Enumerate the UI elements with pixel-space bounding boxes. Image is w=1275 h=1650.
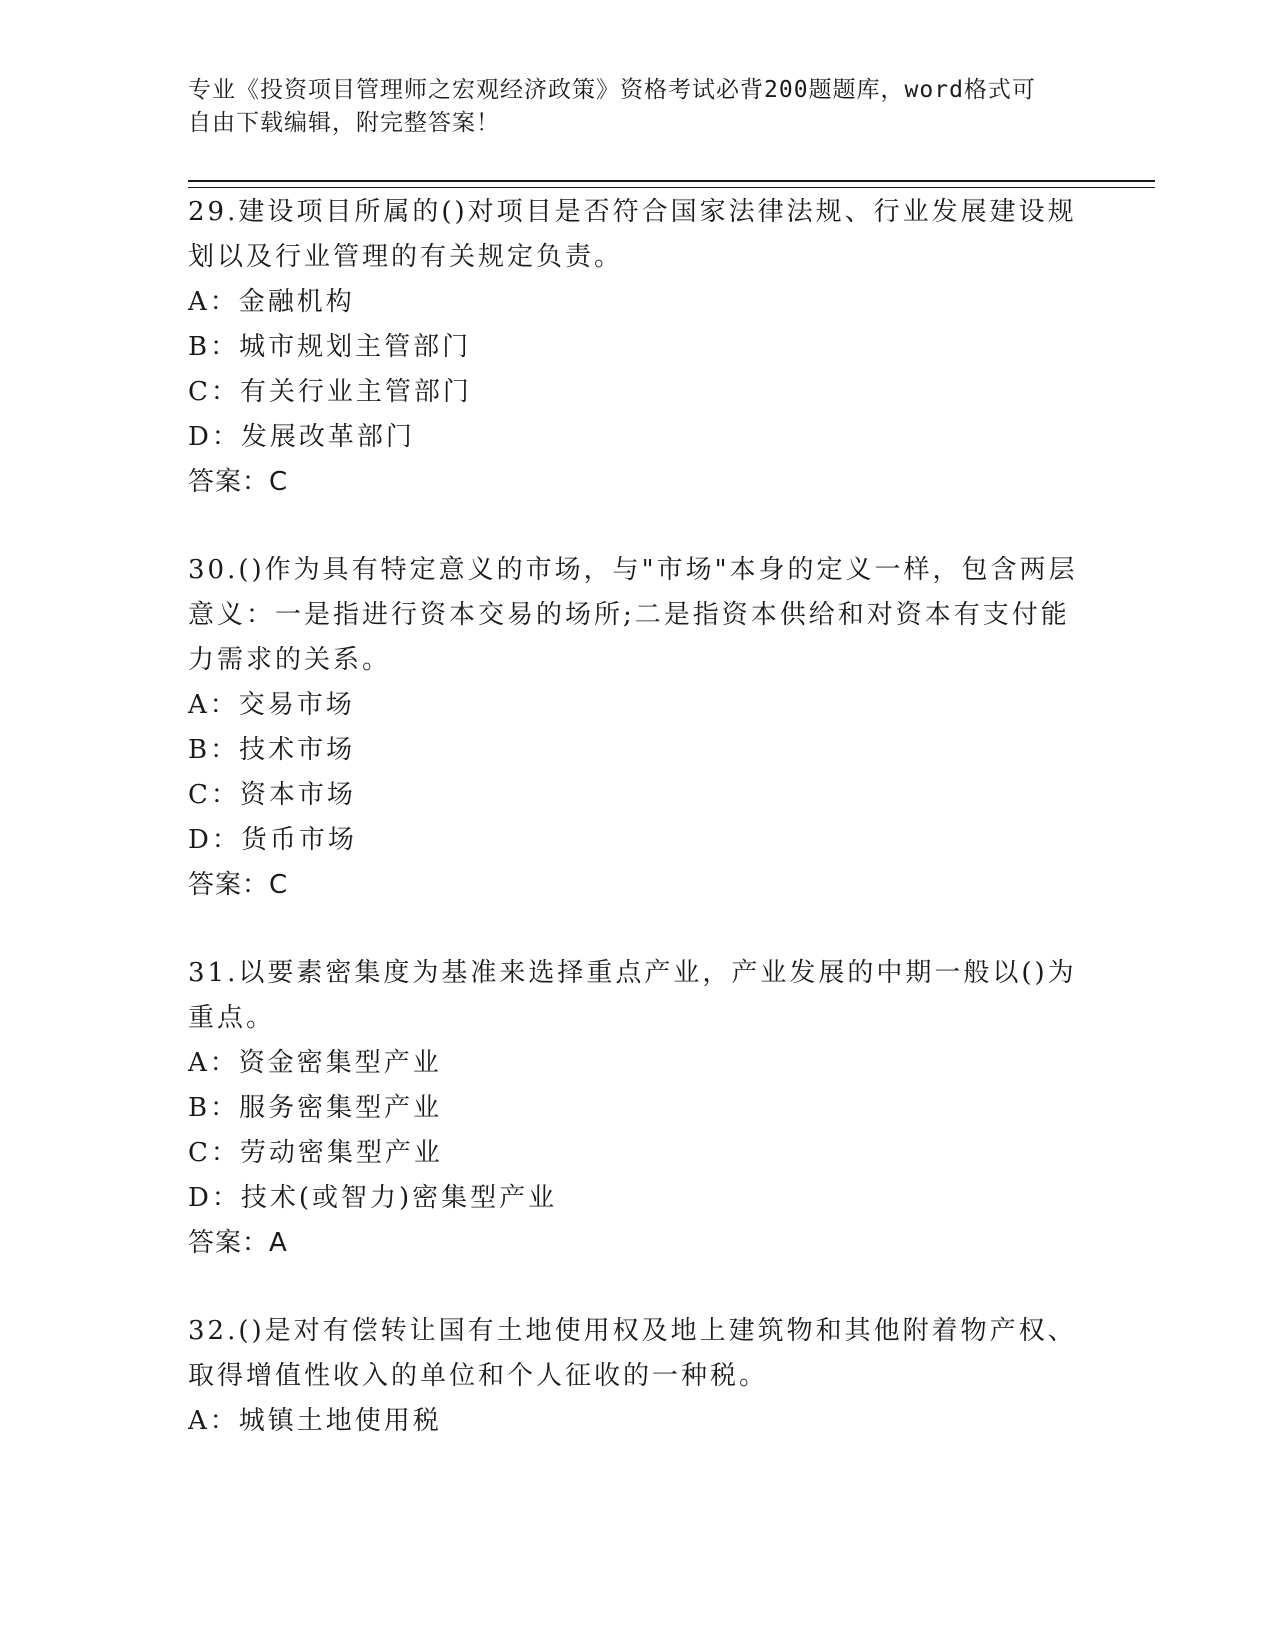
question-32	[188, 1309, 1088, 1444]
answer: 答案：C	[188, 870, 289, 900]
question-stem-line: 32.()是对有偿转让国有土地使用权及地上建筑物和其他附着物产权、	[188, 1316, 1077, 1346]
question-stem-line: 意义：一是指进行资本交易的场所;二是指资本供给和对资本有支付能	[188, 600, 1070, 630]
option-c: C：有关行业主管部门	[188, 377, 472, 407]
question-stem-line: 重点。	[188, 1003, 276, 1033]
option-a: A：金融机构	[188, 287, 355, 317]
header-divider-thick	[188, 180, 1155, 182]
question-stem-line: 31.以要素密集度为基准来选择重点产业，产业发展的中期一般以()为	[188, 958, 1077, 988]
answer: 答案：A	[188, 1228, 288, 1258]
question-list	[188, 190, 1088, 1487]
question-30	[188, 548, 1088, 908]
question-stem-line: 29.建设项目所属的()对项目是否符合国家法律法规、行业发展建设规	[188, 197, 1077, 227]
question-stem-line: 划以及行业管理的有关规定负责。	[188, 242, 624, 272]
question-stem-line: 取得增值性收入的单位和个人征收的一种税。	[188, 1361, 769, 1391]
option-b: B：技术市场	[188, 735, 356, 765]
question-stem-line: 30.()作为具有特定意义的市场，与"市场"本身的定义一样，包含两层	[188, 555, 1078, 585]
option-c: C：资本市场	[188, 780, 356, 810]
header-line-1: 专业《投资项目管理师之宏观经济政策》资格考试必背200题题库，word格式可	[188, 77, 1036, 103]
option-b: B：城市规划主管部门	[188, 332, 472, 362]
option-d: D：技术(或智力)密集型产业	[188, 1183, 558, 1213]
question-29	[188, 190, 1088, 505]
answer: 答案：C	[188, 467, 289, 497]
option-a: A：资金密集型产业	[188, 1048, 442, 1078]
option-b: B：服务密集型产业	[188, 1093, 443, 1123]
option-a: A：城镇土地使用税	[188, 1406, 442, 1436]
header-line-2: 自由下载编辑，附完整答案！	[188, 110, 500, 136]
question-31	[188, 951, 1088, 1266]
document-header	[188, 74, 1068, 140]
option-a: A：交易市场	[188, 690, 355, 720]
option-d: D：发展改革部门	[188, 422, 415, 452]
option-c: C：劳动密集型产业	[188, 1138, 443, 1168]
question-stem-line: 力需求的关系。	[188, 645, 392, 675]
option-d: D：货币市场	[188, 825, 357, 855]
header-divider-thin	[188, 187, 1155, 188]
